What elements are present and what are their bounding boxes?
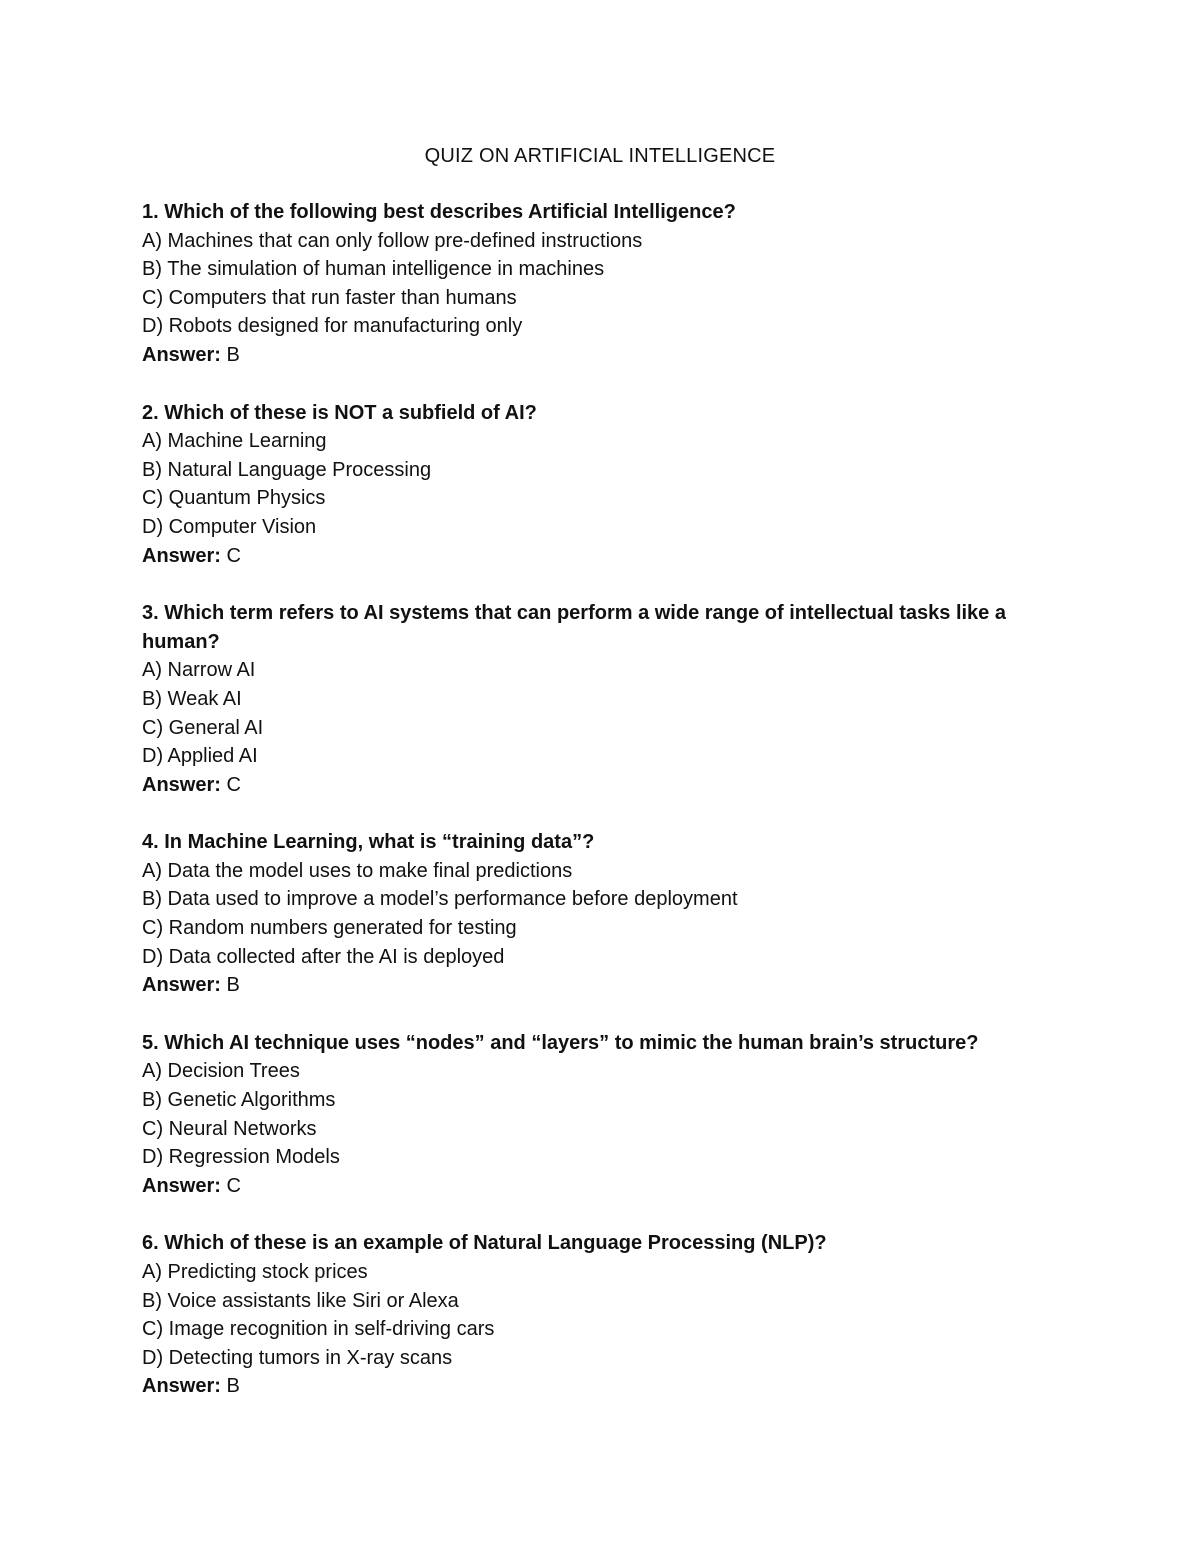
question-text: 6. Which of these is an example of Natural Language Processing (NLP)?: [142, 1232, 827, 1255]
question-block: [142, 1229, 1072, 1401]
answer-value: C: [226, 544, 241, 567]
answer-option: D) Data collected after the AI is deployed: [142, 945, 505, 968]
question-block: [142, 828, 1072, 1000]
answer-label: Answer:: [142, 343, 221, 366]
answer-option: B) The simulation of human intelligence in machines: [142, 258, 605, 281]
question-text: 4. In Machine Learning, what is “training data”?: [142, 831, 595, 854]
answer-option: D) Applied AI: [142, 745, 258, 768]
answer-option: B) Data used to improve a model’s performance before deployment: [142, 888, 738, 911]
question-text: 2. Which of these is NOT a subfield of AI?: [142, 401, 537, 424]
page-title: QUIZ ON ARTIFICIAL INTELLIGENCE: [424, 145, 776, 167]
question-text: 1. Which of the following best describes Artificial Intelligence?: [142, 201, 736, 223]
answer-option: B) Voice assistants like Siri or Alexa: [142, 1289, 459, 1312]
answer-label: Answer:: [142, 544, 221, 567]
answer-value: B: [226, 974, 240, 997]
answer-option: B) Genetic Algorithms: [142, 1089, 336, 1112]
answer-label: Answer:: [142, 1174, 221, 1197]
answer-line: [142, 1372, 1072, 1401]
answer-option: D) Robots designed for manufacturing only: [142, 315, 523, 338]
answer-line: [142, 542, 1072, 571]
answer-line: [142, 971, 1072, 1000]
answer-value: C: [226, 773, 241, 796]
answer-option: A) Machine Learning: [142, 430, 327, 453]
question-block: [142, 599, 1072, 799]
answer-option: A) Predicting stock prices: [142, 1261, 368, 1283]
question-block: [142, 399, 1072, 571]
answer-line: [142, 341, 1072, 370]
answer-line: [142, 771, 1072, 800]
answer-option: C) Quantum Physics: [142, 487, 326, 510]
question-block: [142, 198, 1072, 370]
answer-value: B: [226, 343, 240, 366]
answer-option: C) Neural Networks: [142, 1117, 317, 1140]
answer-option: C) Random numbers generated for testing: [142, 917, 517, 940]
answer-option: D) Detecting tumors in X-ray scans: [142, 1346, 453, 1369]
answer-option: D) Regression Models: [142, 1146, 340, 1169]
answer-value: C: [226, 1174, 241, 1197]
quiz-list: [142, 198, 1072, 1430]
answer-label: Answer:: [142, 773, 221, 796]
answer-line: [142, 1172, 1072, 1201]
answer-option: B) Weak AI: [142, 687, 242, 710]
answer-value: B: [226, 1375, 240, 1398]
answer-option: A) Data the model uses to make final predictions: [142, 859, 573, 882]
question-block: [142, 1029, 1072, 1201]
answer-option: A) Machines that can only follow pre-defined instructions: [142, 229, 643, 252]
answer-option: C) General AI: [142, 716, 264, 739]
answer-option: C) Image recognition in self-driving cars: [142, 1318, 495, 1341]
answer-option: C) Computers that run faster than humans: [142, 286, 517, 309]
answer-label: Answer:: [142, 1375, 221, 1398]
question-text: 3. Which term refers to AI systems that can perform a wide range of intellectual tasks like a human?: [142, 602, 1006, 653]
question-text: 5. Which AI technique uses “nodes” and “layers” to mimic the human brain’s structure?: [142, 1031, 979, 1054]
answer-option: B) Natural Language Processing: [142, 458, 432, 481]
answer-option: A) Decision Trees: [142, 1060, 300, 1083]
answer-label: Answer:: [142, 974, 221, 997]
answer-option: A) Narrow AI: [142, 659, 256, 682]
answer-option: D) Computer Vision: [142, 515, 317, 538]
